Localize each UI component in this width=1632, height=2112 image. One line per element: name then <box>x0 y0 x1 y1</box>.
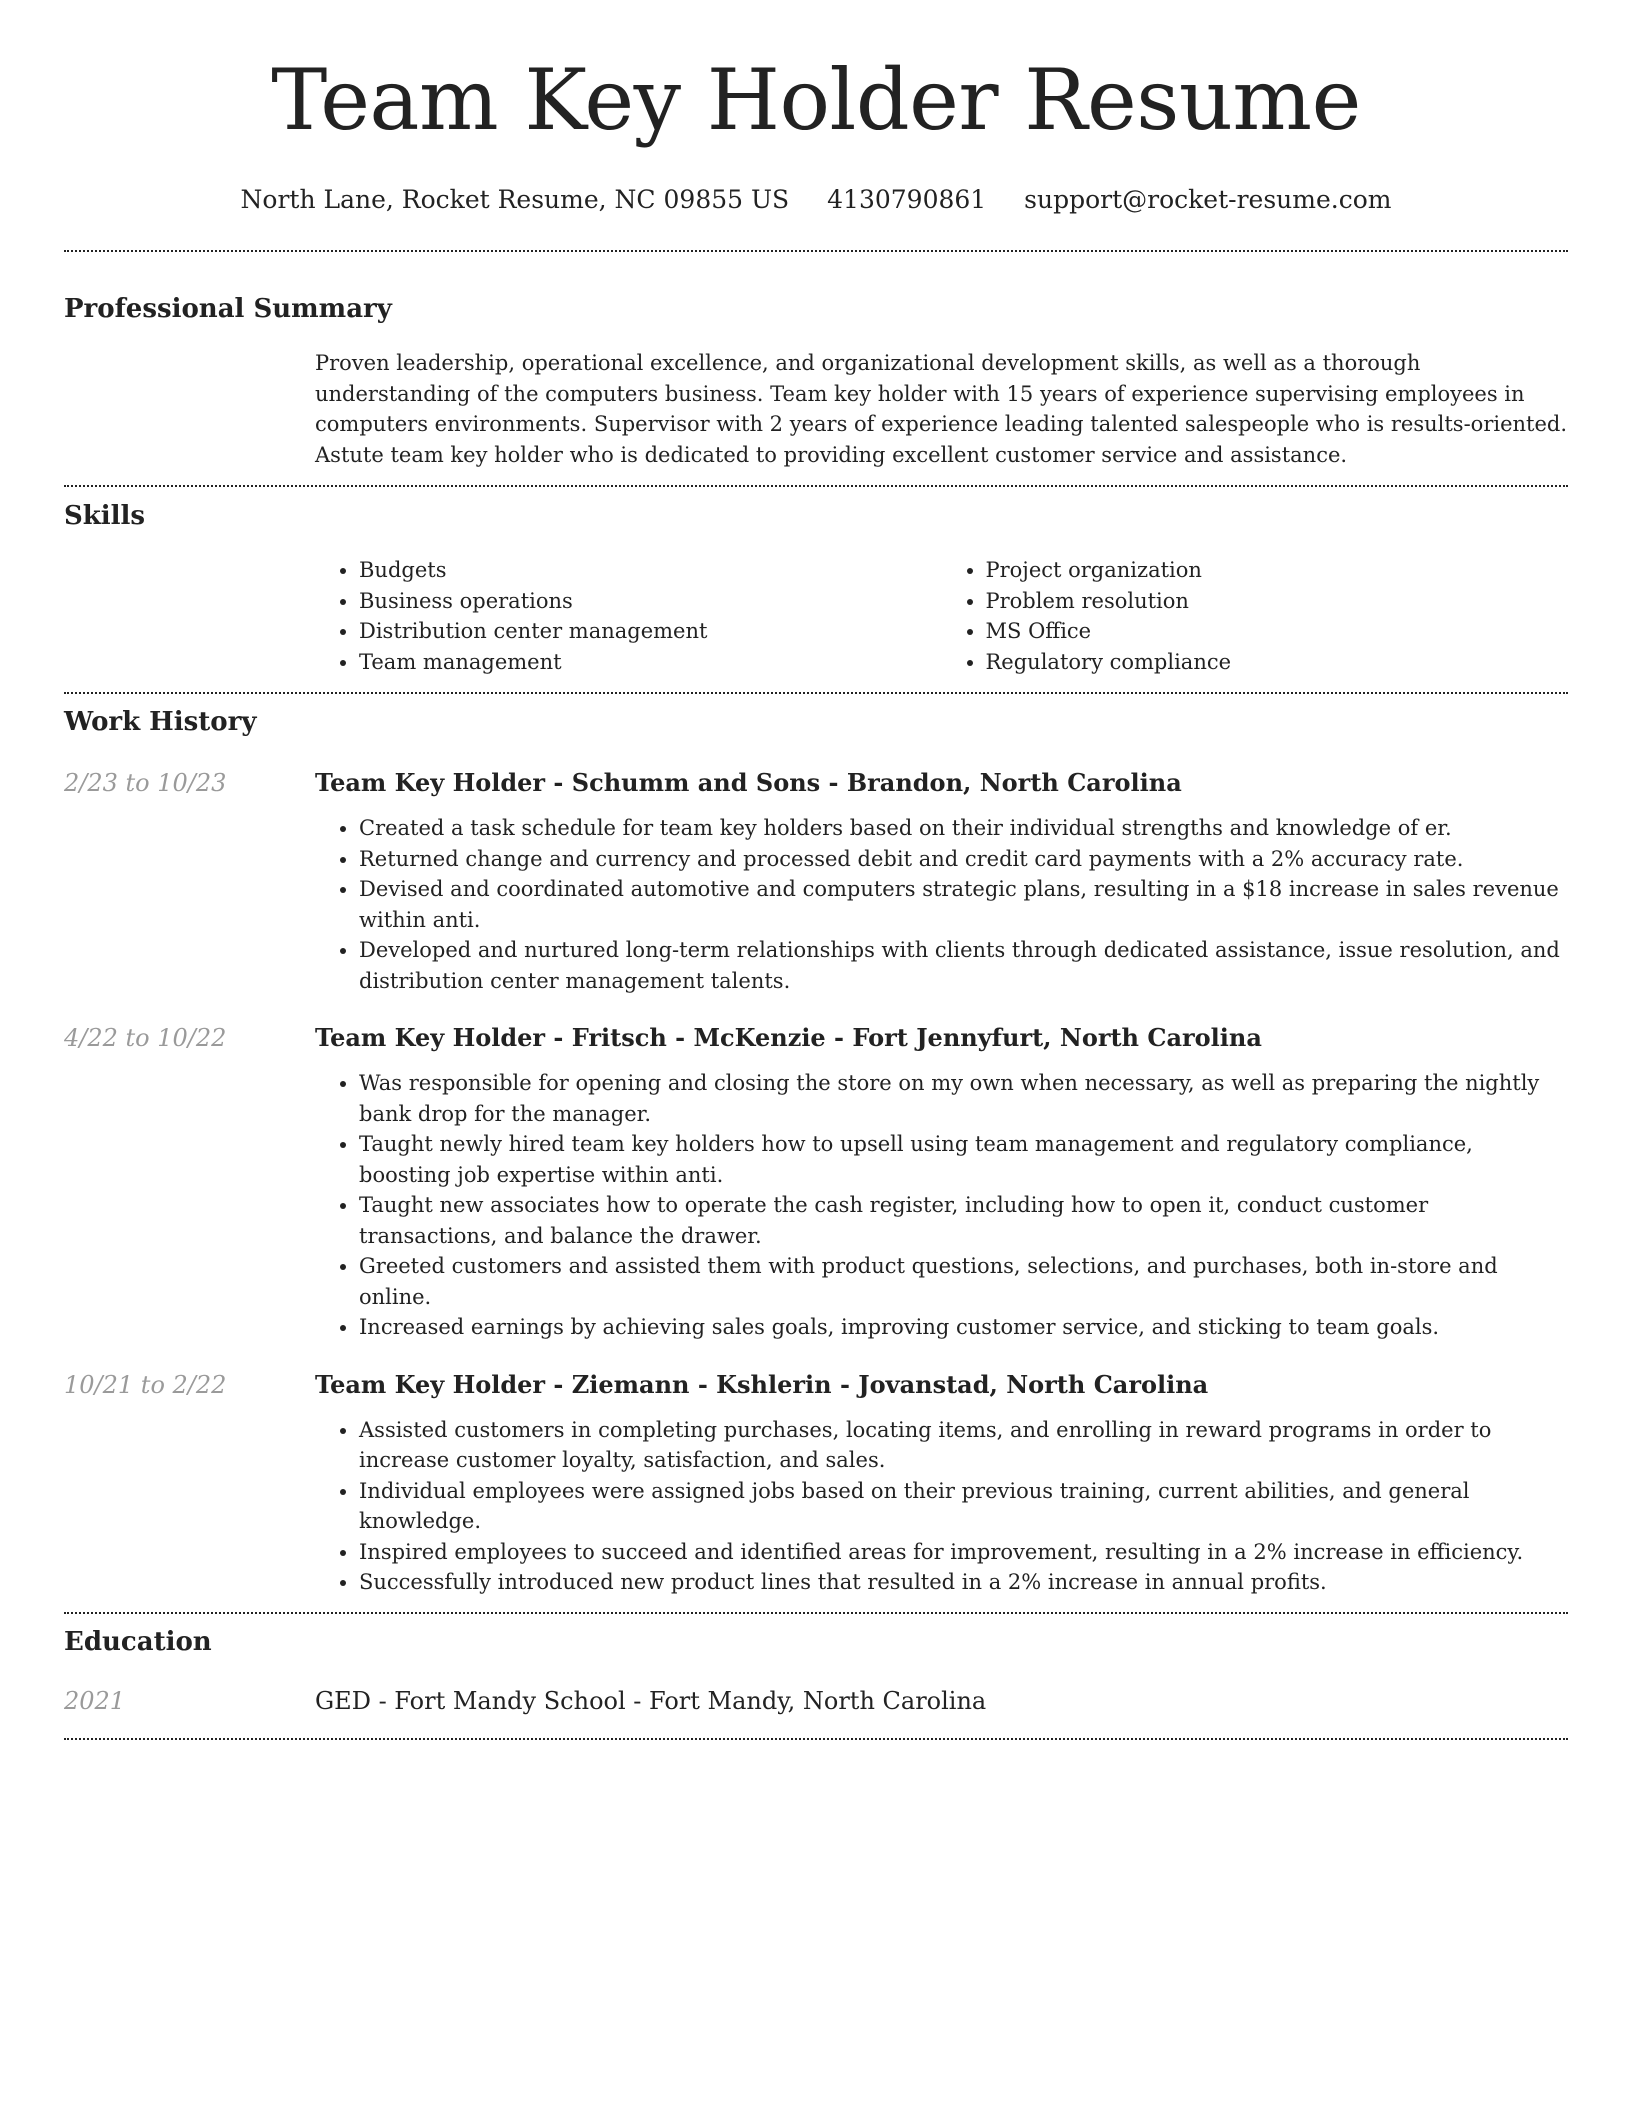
job-date: 2/23 to 10/23 <box>64 769 227 797</box>
section-divider <box>64 250 1568 252</box>
job-bullet: • Taught newly hired team key holders how to upsell using team management and regulatory compliance, boosting job expertise within anti. <box>359 1129 1568 1190</box>
job-bullet: • Devised and coordinated automotive and computers strategic plans, resulting in a $18 increase in sales revenue within anti. <box>359 874 1568 935</box>
section-divider <box>64 1738 1568 1740</box>
job-title: Team Key Holder - Fritsch - McKenzie - Fort Jennyfurt, North Carolina <box>315 1023 1262 1052</box>
job-bullet: • Assisted customers in completing purchases, locating items, and enrolling in reward programs in order to increase customer loyalty, satisfaction, and sales. <box>359 1415 1568 1476</box>
job-title: Team Key Holder - Ziemann - Kshlerin - Jovanstad, North Carolina <box>315 1369 1209 1399</box>
education-heading: Education <box>64 1626 212 1657</box>
job-bullets <box>315 1068 1568 1343</box>
skills-list-right <box>942 555 1569 677</box>
skills-grid <box>315 555 1568 677</box>
job-entry <box>64 1022 1568 1343</box>
education-date: 2021 <box>64 1686 126 1715</box>
skills-section <box>64 500 1568 677</box>
skills-list-left <box>315 555 942 677</box>
job-date: 4/22 to 10/22 <box>64 1024 227 1052</box>
job-date: 10/21 to 2/22 <box>64 1370 227 1399</box>
job-body <box>315 1022 1568 1343</box>
job-entry <box>64 767 1568 996</box>
job-bullets <box>315 1415 1568 1598</box>
job-entry <box>64 1369 1568 1598</box>
job-bullet: • Returned change and currency and processed debit and credit card payments with a 2% accuracy rate. <box>359 844 1568 875</box>
summary-heading: Professional Summary <box>64 294 392 324</box>
contact-email: support@rocket-resume.com <box>1024 185 1392 214</box>
section-spacer <box>64 1598 1568 1612</box>
work-history-section <box>64 706 1568 1612</box>
skill-item: • Budgets <box>359 555 942 586</box>
job-bullet: • Created a task schedule for team key holders based on their individual strengths and knowledge of er. <box>359 813 1568 844</box>
job-body <box>315 1369 1568 1598</box>
skill-item: • Team management <box>359 647 942 678</box>
job-bullet: • Individual employees were assigned jobs based on their previous training, current abilities, and general knowledge. <box>359 1476 1568 1537</box>
job-bullet: • Successfully introduced new product lines that resulted in a 2% increase in annual profits. <box>359 1567 1568 1598</box>
summary-text: Proven leadership, operational excellence, and organizational development skills, as well as a thorough understanding of the computers business. Team key holder with 15 years of experience supervising employees in computers environments. Supervisor with 2 years of experience leading talented salespeople who is results-oriented. Astute team key holder who is dedicated to providing excellent customer service and assistance. <box>315 351 1568 467</box>
resume-title: Team Key Holder Resume <box>271 51 1361 149</box>
job-bullet: • Greeted customers and assisted them with product questions, selections, and purchases, both in-store and online. <box>359 1251 1568 1312</box>
job-bullet: • Was responsible for opening and closing the store on my own when necessary, as well as preparing the nightly bank drop for the manager. <box>359 1068 1568 1129</box>
job-body <box>315 767 1568 996</box>
education-entry <box>64 1685 1568 1717</box>
job-bullet: • Taught new associates how to operate the cash register, including how to open it, conduct customer transactions, and balance the drawer. <box>359 1190 1568 1251</box>
skill-item: • Distribution center management <box>359 616 942 647</box>
education-section <box>64 1626 1568 1717</box>
job-bullet: • Increased earnings by achieving sales goals, improving customer service, and sticking to team goals. <box>359 1312 1568 1343</box>
job-bullets <box>315 813 1568 996</box>
section-divider <box>64 692 1568 694</box>
contact-phone: 4130790861 <box>827 185 987 214</box>
summary-section <box>64 293 1568 470</box>
job-title: Team Key Holder - Schumm and Sons - Brandon, North Carolina <box>315 768 1182 797</box>
job-bullet: • Developed and nurtured long-term relationships with clients through dedicated assistance, issue resolution, and distribution center management talents. <box>359 935 1568 996</box>
job-bullet: • Inspired employees to succeed and identified areas for improvement, resulting in a 2% increase in efficiency. <box>359 1537 1568 1568</box>
skill-item: • Regulatory compliance <box>986 647 1569 678</box>
skill-item: • Problem resolution <box>986 586 1569 617</box>
work-history-heading: Work History <box>64 707 257 737</box>
skill-item: • Business operations <box>359 586 942 617</box>
section-divider <box>64 1612 1568 1614</box>
contact-address: North Lane, Rocket Resume, NC 09855 US <box>240 185 790 214</box>
skills-heading: Skills <box>64 501 146 531</box>
skill-item: • Project organization <box>986 555 1569 586</box>
skill-item: • MS Office <box>986 616 1569 647</box>
contact-line <box>64 184 1568 216</box>
education-title: GED - Fort Mandy School - Fort Mandy, North Carolina <box>315 1686 987 1715</box>
section-divider <box>64 485 1568 487</box>
